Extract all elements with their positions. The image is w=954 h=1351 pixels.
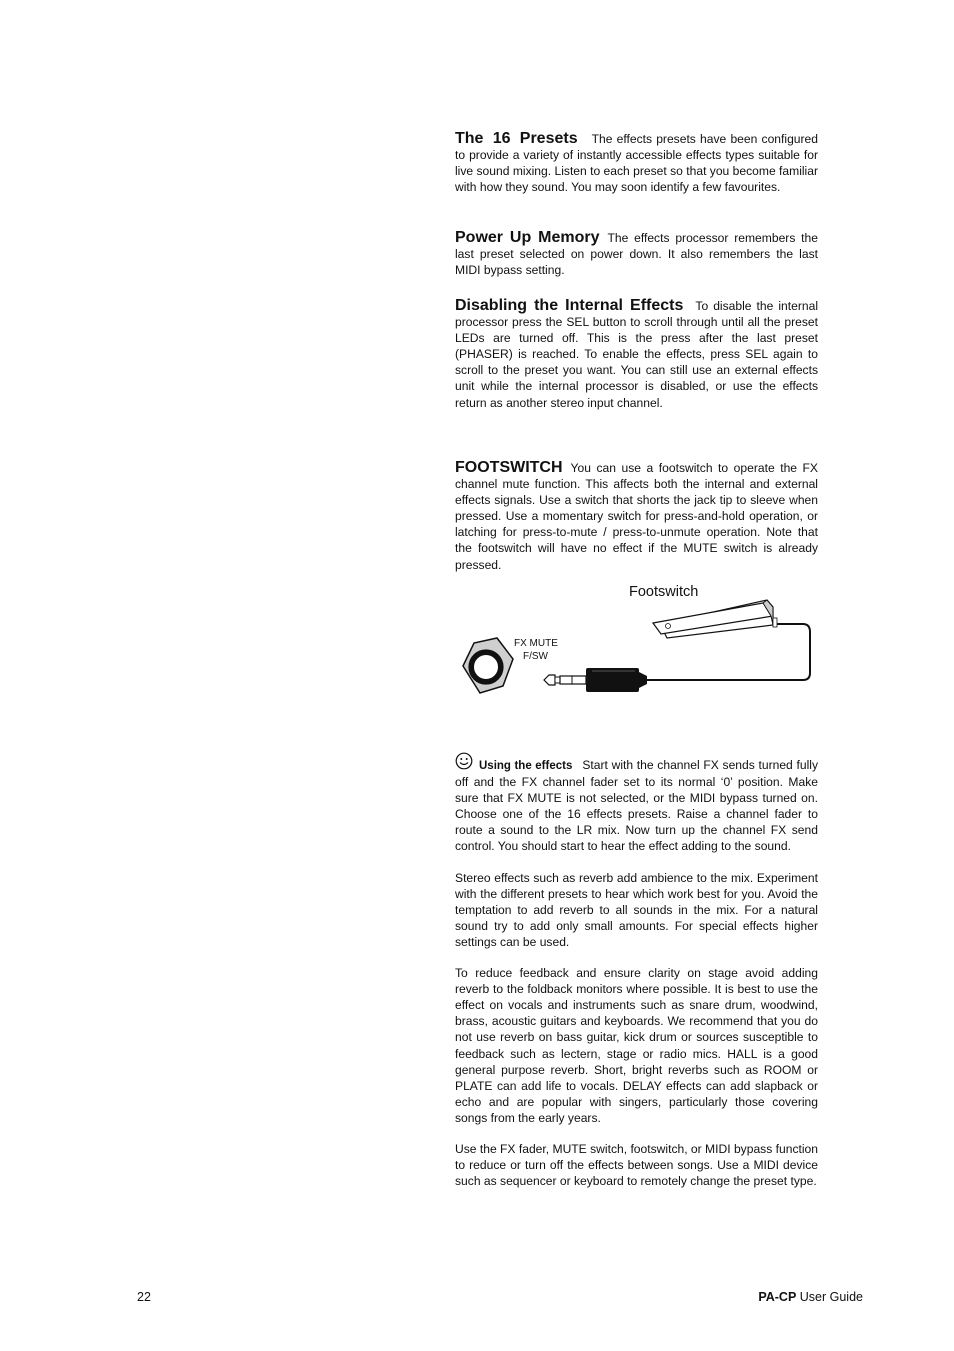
heading-power-up-memory: Power Up Memory [455,229,600,246]
body-footswitch: You can use a footswitch to operate the FX channel mute function. This affects both the internal and external effects signals. Use a switch that shorts the jack tip to sleeve when pressed. Use a momentary switch for press-and-hold operation, or latching for press-to-mute / press-to-unmute operation. Note that the footswitch will have no effect if the MUTE switch is already pressed. [455,461,818,572]
section-using-the-effects [455,752,818,1189]
footswitch-label: Footswitch [629,584,699,600]
body-presets: The effects presets have been configured to provide a variety of instantly accessible effects types suitable for live sound mixing. Listen to each preset so that you become familiar with how they sound. You may soon identify a few favourites. [455,132,819,195]
guide-text: User Guide [799,1290,863,1304]
body-power-up-memory: The effects processor remembers the last preset selected on power down. It also remembers the last MIDI bypass setting. [455,231,818,278]
tip-paragraph-2: Stereo effects such as reverb add ambience to the mix. Experiment with the different presets to hear which work best for you. Avoid the temptation to add reverb to all sounds in the mix. For a natural sound try to add only small amounts. For special effects higher settings can be used. [455,870,818,949]
tip-paragraph-3: To reduce feedback and ensure clarity on stage avoid adding reverb to the foldback monitors where possible. It is best to use the effect on vocals and instruments such as snare drum, woodwind, brass, acoustic guitars and keyboards. We recommend that you do not use reverb on bass guitar, kick drum or sources susceptible to feedback such as lectern, stage or radio mics. HALL is a good general purpose reverb. Short, bright reverbs such as ROOM or PLATE can add life to vocals. DELAY effects can add slapback or echo and are popular with singers, particularly those covering songs from the early years. [455,966,818,1125]
socket-label-line2: F/SW [523,651,548,662]
heading-disabling-effects: Disabling the Internal Effects [455,297,684,314]
page-number: 22 [137,1290,151,1304]
tip-paragraph-4: Use the FX fader, MUTE switch, footswitch, or MIDI bypass function to reduce or turn off the effects between songs. Use a MIDI device such as sequencer or keyboard to remotely change the preset type. [455,1141,818,1189]
section-power-up-memory [455,230,818,278]
smiley-icon [455,752,473,770]
tip-title: Using the effects [479,760,573,772]
heading-footswitch: FOOTSWITCH [455,459,563,476]
section-presets [455,131,818,195]
footswitch-diagram [455,580,818,710]
section-footswitch [455,460,818,573]
body-disabling-effects: To disable the internal processor press the SEL button to scroll through until all the preset LEDs are turned off. This is the press after the last preset (PHASER) is reached. To enable the effects, press SEL again to scroll to the preset you want. You can still use an external effects unit while the internal processor is disabled, or use the effects return as another stereo input channel. [455,299,819,410]
tip-paragraph-1: Start with the channel FX sends turned fully off and the FX channel fader set to its normal ‘0’ position. Make sure that FX MUTE is not selected, or the MIDI bypass turned on. Choose one of the 16 effects presets. Raise a channel fader to route a sound to the LR mix. Now turn up the channel FX send control. You should start to hear the effect adding to the sound. [455,758,818,854]
jack-plug-icon [544,668,647,692]
heading-presets: The 16 Presets [455,130,578,147]
jack-socket-icon [463,638,513,693]
section-disabling-effects [455,298,818,411]
footer-guide-title [758,1290,863,1304]
footswitch-wiring-illustration [455,580,818,710]
footswitch-pedal-icon [653,600,777,638]
product-name: PA-CP [758,1290,797,1304]
socket-label-line1: FX MUTE [514,638,558,649]
